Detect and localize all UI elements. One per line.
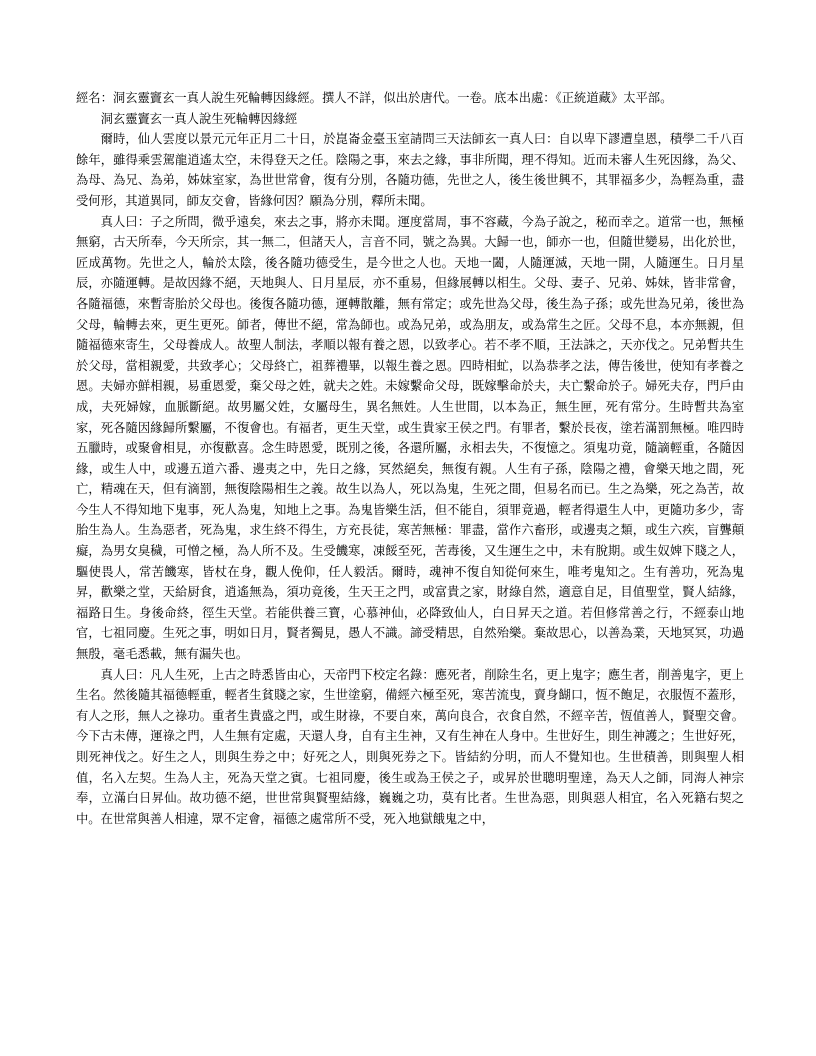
document-title: 經名：洞玄靈竇玄一真人說生死輪轉因緣經。撰人不詳，似出於唐代。一卷。底本出處：《正統道藏》太平部。 bbox=[76, 91, 673, 105]
paragraph-subtitle: 爾時，仙人雲度以景元元年正月二十日，於崑崙金臺玉室請問三天法師玄一真人曰：自以卑下謬遭皇恩，積學二千八百餘年，雖得乘雲駕龍逍遙太空，未得登天之任。陰陽之事，來去之緣，事非所聞，理不得知。近而未審人生死因緣，為父、為母、為兄、為弟，姊妹室家，為世世常會，復有分別，各隨功德，先世之人，後生後世興不，其罪福多少，為輕為重，盡受何形，其道異同，師友交會，皆緣何因？願為分別，釋所未聞。 bbox=[76, 132, 744, 208]
paragraph-catalog-note: 洞玄靈竇玄一真人說生死輪轉因緣經 bbox=[100, 111, 298, 126]
document-body bbox=[76, 88, 744, 829]
paragraph-opening: 真人曰：子之所問，微乎遠矣，來去之事，將亦未聞。運度當周，事不容藏，今為子說之，秘而幸之。道常一也，無極無窮，古天所奉，今天所宗，其一無二，但諸天人，言音不同，號之為異。大歸一也，師亦一也，但隨世變易，出化於世，匠成萬物。先世之人，輪於太陰，後各隨功德受生，是今世之人也。天地一闔，人隨運滅，天地一開，人隨運生。日月星辰，亦隨運轉。是故因緣不絕，天地與人、日月星辰，亦不重易，但緣展轉以相生。父母、妻子、兄弟、姊妹，皆非常會，各隨福德，來暫寄胎於父母也。後復各隨功德，運轉散離，無有常定；或先世為父母，後生為子孫；或先世為兄弟，後世為父母，輪轉去來，更生更死。師者，傳世不絕，常為師也。或為兄弟，或為朋友，或為常生之匠。父母不息，本亦無親，但隨福德來寄生，父母養成人。故聖人制法，孝順以報有養之恩，以致孝心。若不孝不順，王法誅之，天亦伐之。兄弟暫共生於父母，當相親愛，共致孝心；父母終亡，祖葬禮畢，以報生養之恩。四時相虻，以為恭孝之法，傳告後世，使知有孝養之恩。夫婦亦鮮相親，易重恩愛，棄父母之姓，就夫之姓。未嫁繫命父母，既嫁擊命於夫，夫亡繫命於子。婦死夫存，門戶由成，夫死婦嫁，血脈斷絕。故男屬父姓，女屬母生，異名無姓。人生世間，以本為正，無生匣，死有常分。生時暫共為室家，死各隨因緣歸所繫屬，不復會也。有福者，更生天堂，或生貴家王侯之門。有罪者，繫於長夜，塗若滿罰無極。唯四時五臘時，或聚會相見，亦復歡喜。念生時恩愛，既別之後，各還所屬，永相去失，不復憶之。須鬼功竟，隨謫輕重，各隨因緣，或生人中，或邊五道六番、邊夷之中，先日之緣，冥然絕矣，無復有親。人生有子孫，陰陽之禮，會樂天地之間，死亡，精魂在天，但有滴罰，無復陰陽相生之義。故生以為人，死以為鬼，生死之間，但易名而已。生之為樂，死之為苦，故今生人不得知地下鬼事，死人為鬼，知地上之事。為鬼皆樂生活，但不能自，須罪竟過，輕者得還生人中，更隨功多少，寄胎生為人。生為惡者，死為鬼，求生終不得生，方充長徒，寒苦無極：罪盡，當作六畜形，或邊夷之類，或生六疾，盲聾顛癡，為男女臭穢，可憎之極，為人所不及。生受饑寒，凍餒至死，苦毒後，又生運生之中，未有脫期。或生奴婢下賤之人，驅使畏人，常苦饑寒，皆杖在身，觀人俛仰，任人毅活。爾時，魂神不復自知從何來生，唯考鬼知之。生有善功，死為鬼昇，歡樂之堂，天給厨食，逍遙無為，須功竟後，生天王之門，或富貴之家，財綠自然，適意自足，目值聖堂，賢人結緣，福路日生。身後命終，徑生天堂。若能供養三寶，心慕神仙，必降致仙人，白日昇天之道。若但修常善之行，不經泰山地官，七祖同慶。生死之事，明如日月，賢者獨見，愚人不識。諦受精思，自然殆樂。棄故思心，以善為業，天地冥冥，功過無殷，毫毛悉載，無有漏失也。 bbox=[76, 214, 744, 662]
paragraph-answer-one: 真人曰：凡人生死，上古之時悉皆由心，天帝門下校定名錄：應死者，削除生名，更上鬼字；應生者，削善鬼字，更上生名。然後隨其福德輕重，輕者生貧賤之家，生世塗窮，備經六極至死，寒苦流曳，賣身餬口，恆不飽足，衣服恆不蓋形，有人之形，無人之祿功。重者生貴盛之門，或生財祿，不要自來，萬向良合，衣食自然，不經辛苦，恆值善人，賢聖交會。今下古未傳，運祿之門，人生無有定處，天還人身，自有主生神，又有生神在人身中。生世好生，則生神護之；生世好死，則死神伐之。好生之人，則與生券之中；好死之人，則與死券之下。皆結約分明，而人不覺知也。生世積善，則與聖人相值，名入左契。生為人主，死為天堂之賓。七祖同慶，後生或為王侯之子，或昇於世聰明聖達，為天人之師，同海人神宗奉，立滿白日昇仙。故功德不絕，世世常與賢聖結緣，巍巍之功，莫有比者。生世為惡，則與惡人相宜，名入死籍右契之中。在世常與善人相違，眾不定會，福德之處常所不受，死入地獄餓鬼之中， bbox=[76, 667, 744, 826]
